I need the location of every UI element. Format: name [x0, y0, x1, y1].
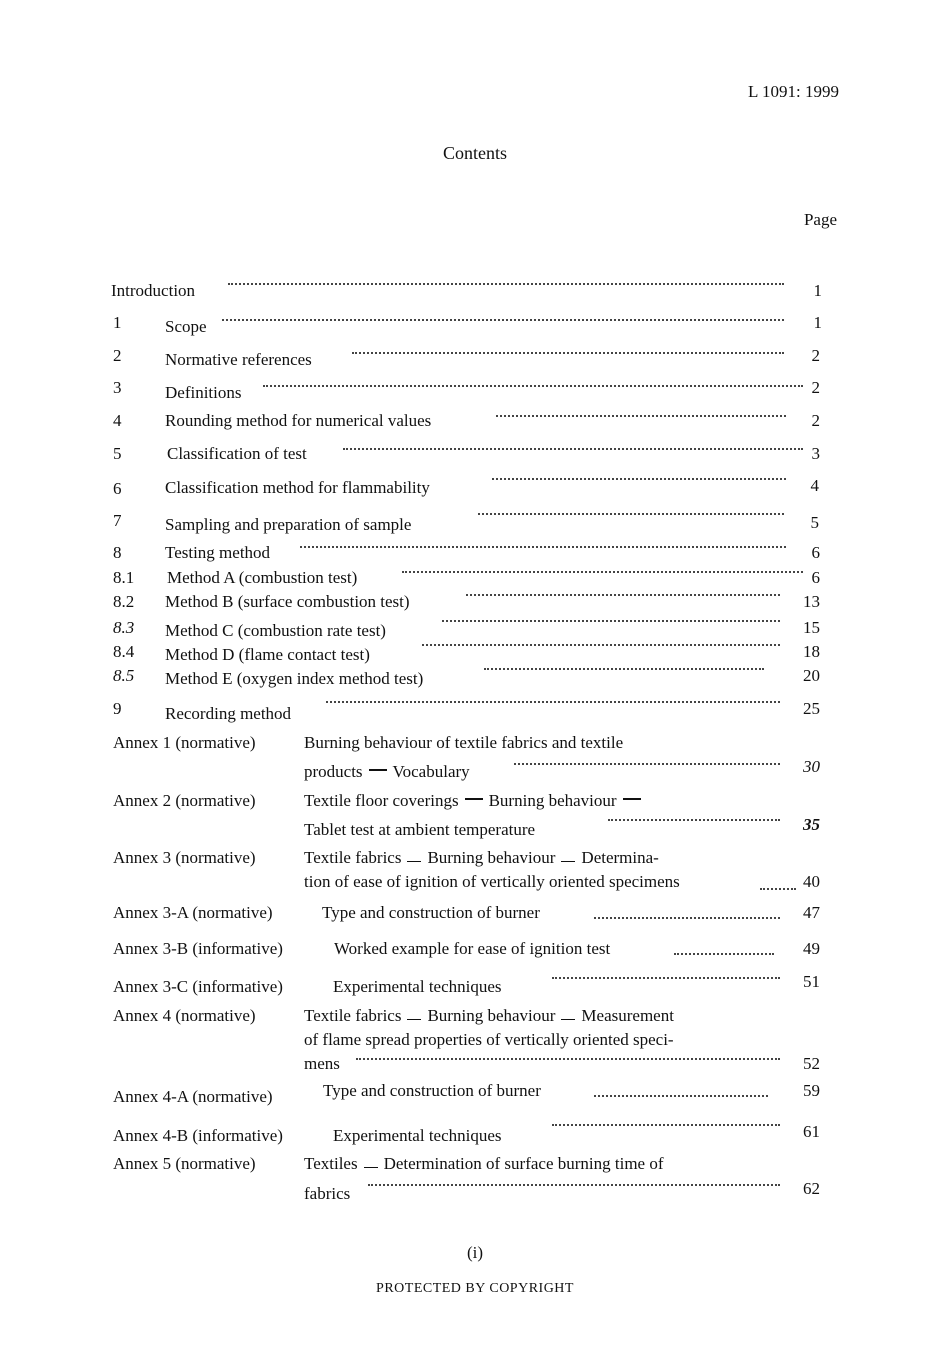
toc-entry[interactable]: [0, 511, 950, 537]
annex-label: Annex 3-B (informative): [113, 939, 283, 958]
toc-entry-number: 9: [113, 699, 122, 718]
annex-title-line2: of flame spread properties of vertically oriented speci-: [304, 1030, 674, 1049]
annex-label: Annex 4-A (normative): [113, 1087, 273, 1106]
toc-entry-page: 1: [813, 281, 822, 300]
toc-annex-entry[interactable]: [0, 1006, 950, 1076]
dot-leader: [402, 571, 803, 573]
toc-entry-page: 62: [803, 1179, 820, 1198]
toc-annex-entry[interactable]: [0, 848, 950, 896]
toc-entry[interactable]: [0, 666, 950, 692]
toc-entry-number: 8.2: [113, 592, 135, 611]
dot-leader: [674, 953, 774, 955]
dot-leader: [608, 819, 780, 821]
toc-entry-page: 15: [803, 618, 820, 637]
dot-leader: [466, 594, 780, 596]
annex-label: Annex 1 (normative): [113, 733, 256, 752]
annex-label: Annex 4-B (informative): [113, 1126, 283, 1145]
toc-entry[interactable]: [0, 618, 950, 644]
toc-entry[interactable]: [0, 444, 950, 470]
toc-entry-title: Recording method: [165, 704, 292, 723]
annex-title: Worked example for ease of ignition test: [334, 939, 611, 958]
toc-entry-page: 6: [811, 568, 820, 587]
toc-entry-title: Method A (combustion test): [167, 568, 358, 587]
em-dash: [465, 798, 483, 800]
toc-entry-title: Rounding method for numerical values: [165, 411, 432, 430]
dot-leader: [442, 620, 780, 622]
toc-entry[interactable]: [0, 378, 950, 404]
toc-entry-page: 52: [803, 1054, 820, 1073]
toc-annex-entry[interactable]: [0, 972, 950, 1001]
annex-title-line2: fabrics: [304, 1184, 351, 1203]
toc-entry-title: Scope: [165, 317, 207, 336]
toc-entry-introduction[interactable]: [0, 281, 950, 307]
toc-entry-page: 49: [803, 939, 820, 958]
em-dash: [623, 798, 641, 800]
annex-title-line3: mens: [304, 1054, 340, 1073]
annex-label: Annex 3-A (normative): [113, 903, 273, 922]
toc-entry-number: 8: [113, 543, 122, 562]
toc-entry[interactable]: [0, 568, 950, 594]
contents-title: Contents: [442, 143, 507, 163]
toc-entry-number: 8.5: [113, 666, 135, 685]
annex-title-line2: products Vocabulary: [304, 762, 470, 781]
dot-leader: [594, 917, 780, 919]
toc-entry-page: 40: [803, 872, 820, 891]
toc-entry-number: 8.3: [113, 618, 135, 637]
toc-entry-number: 8.4: [113, 642, 135, 661]
dot-leader: [484, 668, 764, 670]
dot-leader: [552, 977, 780, 979]
dot-leader: [492, 478, 786, 480]
toc-entry-title: Method E (oxygen index method test): [165, 669, 424, 688]
annex-label: Annex 4 (normative): [113, 1006, 256, 1025]
toc-annex-entry[interactable]: [0, 733, 950, 785]
dot-leader: [326, 701, 780, 703]
dot-leader: [552, 1124, 780, 1126]
toc-entry-page: 61: [803, 1122, 820, 1141]
annex-title: Burning behaviour of textile fabrics and textile: [304, 733, 624, 752]
annex-title: Type and construction of burner: [323, 1081, 541, 1100]
toc-entry-title: Method D (flame contact test): [165, 645, 370, 664]
toc-entry-page: 30: [803, 757, 820, 776]
annex-title: Experimental techniques: [333, 1126, 502, 1145]
annex-title: Textile fabrics Burning behaviour Determina-: [304, 848, 659, 867]
toc-entry-title: Classification method for flammability: [165, 478, 430, 497]
dot-leader: [478, 513, 784, 515]
document-number: L 1091: 1999: [748, 82, 839, 101]
toc-entry-title: Normative references: [165, 350, 312, 369]
toc-annex-entry[interactable]: [0, 1122, 950, 1148]
toc-entry[interactable]: [0, 592, 950, 618]
annex-label: Annex 3-C (informative): [113, 977, 283, 996]
toc-entry-page: 2: [811, 411, 820, 430]
annex-title: Textiles Determination of surface burning time of: [304, 1154, 664, 1173]
annex-title-line2: tion of ease of ignition of vertically oriented specimens: [304, 872, 680, 891]
page-number: (i): [466, 1243, 484, 1262]
annex-title: Type and construction of burner: [322, 903, 540, 922]
toc-entry-page: 1: [813, 313, 822, 332]
dot-leader: [343, 448, 803, 450]
em-dash: [407, 861, 421, 862]
toc-annex-entry[interactable]: [0, 1154, 950, 1206]
annex-title-line2: Tablet test at ambient temperature: [304, 820, 536, 839]
toc-entry-title: Classification of test: [167, 444, 307, 463]
toc-entry-title: Method B (surface combustion test): [165, 592, 410, 611]
toc-entry-page: 51: [803, 972, 820, 991]
toc-entry-number: 5: [113, 444, 122, 463]
annex-title: Textile fabrics Burning behaviour Measurement: [304, 1006, 674, 1025]
toc-entry-page: 2: [811, 346, 820, 365]
toc-entry[interactable]: [0, 411, 950, 437]
em-dash: [364, 1167, 378, 1168]
dot-leader: [422, 644, 780, 646]
em-dash: [561, 861, 575, 862]
toc-annex-entry[interactable]: [0, 903, 950, 929]
toc-annex-entry[interactable]: [0, 791, 950, 843]
toc-entry-page: 4: [810, 476, 819, 495]
dot-leader: [496, 415, 786, 417]
toc-entry-page: 18: [803, 642, 820, 661]
toc-annex-entry[interactable]: [0, 1081, 950, 1111]
toc-entry-page: 5: [810, 513, 819, 532]
dot-leader: [300, 546, 786, 548]
dot-leader: [352, 352, 784, 354]
dot-leader: [263, 385, 803, 387]
toc-entry-number: 7: [113, 511, 122, 530]
toc-entry-number: 2: [113, 346, 122, 365]
toc-entry-page: 47: [803, 903, 820, 922]
em-dash: [407, 1019, 421, 1020]
annex-title: Textile floor coverings Burning behaviour: [304, 791, 647, 811]
toc-entry-title: Definitions: [165, 383, 242, 402]
toc-entry[interactable]: [0, 543, 950, 569]
annex-label: Annex 5 (normative): [113, 1154, 256, 1173]
toc-entry[interactable]: [0, 476, 950, 502]
toc-entry-number: 4: [113, 411, 122, 430]
dot-leader: [514, 763, 780, 765]
toc-entry-number: 6: [113, 479, 122, 498]
toc-entry-page: 6: [811, 543, 820, 562]
toc-entry-page: 13: [803, 592, 820, 611]
dot-leader: [228, 283, 784, 285]
dot-leader: [594, 1095, 768, 1097]
toc-annex-entry[interactable]: [0, 939, 950, 965]
annex-label: Annex 3 (normative): [113, 848, 256, 867]
toc-entry-number: 3: [113, 378, 122, 397]
toc-entry-page: 25: [803, 699, 820, 718]
toc-entry-title: Method C (combustion rate test): [165, 621, 386, 640]
dot-leader: [368, 1184, 780, 1186]
toc-entry-title: Testing method: [165, 543, 271, 562]
toc-entry-title: Sampling and preparation of sample: [165, 515, 412, 534]
toc-entry-page: 20: [803, 666, 820, 685]
em-dash: [561, 1019, 575, 1020]
toc-entry-page: 59: [803, 1081, 820, 1100]
toc-entry[interactable]: [0, 313, 950, 339]
toc-entry-page: 3: [811, 444, 820, 463]
toc-entry-page: 35: [803, 815, 820, 834]
toc-entry-title: Introduction: [111, 281, 196, 300]
dot-leader: [760, 888, 796, 890]
copyright-notice: PROTECTED BY COPYRIGHT: [376, 1281, 574, 1296]
annex-title: Experimental techniques: [333, 977, 502, 996]
annex-label: Annex 2 (normative): [113, 791, 256, 810]
dot-leader: [356, 1058, 780, 1060]
dot-leader: [222, 319, 784, 321]
toc-entry[interactable]: [0, 346, 950, 372]
toc-entry[interactable]: [0, 642, 950, 668]
toc-entry-number: 8.1: [113, 568, 135, 587]
em-dash: [369, 769, 387, 771]
toc-entry[interactable]: [0, 699, 950, 725]
toc-entry-number: 1: [113, 313, 122, 332]
toc-entry-page: 2: [811, 378, 820, 397]
page-column-header: Page: [803, 210, 837, 229]
